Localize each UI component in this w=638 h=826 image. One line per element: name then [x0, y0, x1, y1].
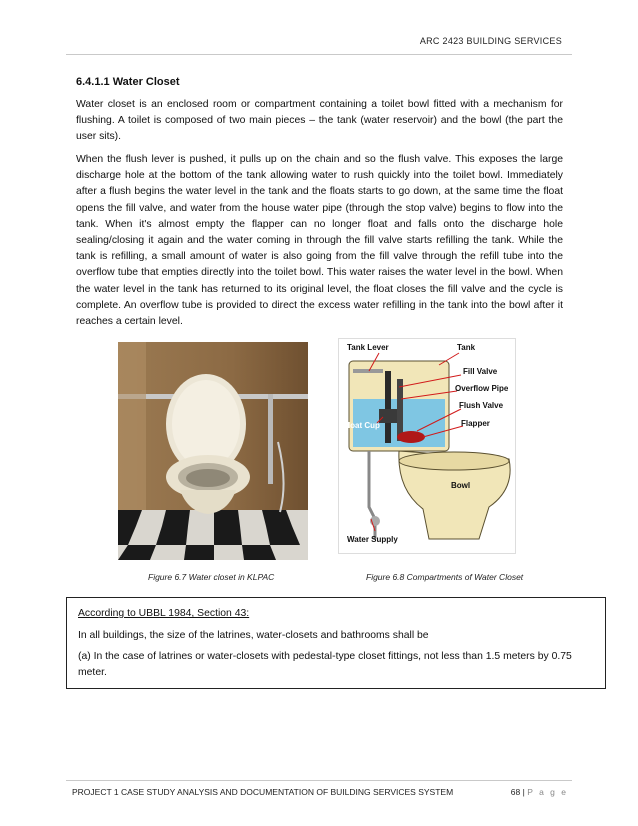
footer-project-title: PROJECT 1 CASE STUDY ANALYSIS AND DOCUMENTATION OF BUILDING SERVICES SYSTEM — [72, 787, 454, 797]
ubbl-heading: According to UBBL 1984, Section 43: — [78, 608, 250, 619]
header-rule — [66, 54, 572, 55]
paragraph-definition: Water closet is an enclosed room or compartment containing a toilet bowl fitted with a mechanism for flushing. A toilet is composed of two main pieces – the tank (water reservoir) and the bowl (the part the user sits). — [76, 99, 563, 143]
label-flush-valve: Flush Valve — [459, 401, 504, 410]
photo-water-closet — [118, 342, 308, 560]
ubbl-line-1: In all buildings, the size of the latrines, water-closets and bathrooms shall be — [78, 629, 429, 641]
footer-page-info — [511, 787, 568, 797]
label-flapper: Flapper — [461, 419, 490, 428]
ubbl-regulation-box — [66, 597, 606, 689]
footer-rule — [66, 780, 572, 781]
caption-figure-6-8: Figure 6.8 Compartments of Water Closet — [366, 572, 524, 582]
label-fill-valve: Fill Valve — [463, 367, 498, 376]
page-separator: | — [522, 787, 525, 797]
page-word: P a g e — [527, 787, 568, 797]
section-heading: 6.4.1.1 Water Closet — [76, 76, 180, 88]
diagram-toilet-compartments — [338, 338, 516, 554]
paragraph-flush-mechanism: When the flush lever is pushed, it pulls up on the chain and so the flush valve. This exposes the large discharge hole at the bottom of the tank allowing water to rush quickly into the toilet bowl. Immediately after a flush begins the water level in the tank and the floats starts to go down, at the same time the float opens the fill valve, and water from the house water pipe (through the stop valve) begins to flow into the tank. When it's almost empty the flapper can no longer float and falls onto the discharge hole sealing/closing it again and the water coming in through the fill valve starts refilling the tank. While the tank is refilling, a small amount of water is also going from the fill valve through the refill tube into the overflow tube that empties directly into the toilet bowl. This water raises the water level in the bowl. When the water level in the tank has returned to its original level, the float closes the fill valve and the cycle is complete. An overflow tube is provided to direct the excess water refilling in the tank into the bowl after it reaches a certain level. — [76, 154, 563, 328]
page-number: 68 — [510, 787, 521, 797]
toilet-photo-illustration — [118, 342, 308, 560]
label-tank: Tank — [457, 343, 476, 352]
label-bowl: Bowl — [451, 481, 471, 490]
label-float-cup: Float Cup — [343, 421, 380, 430]
header-title: ARC 2423 BUILDING SERVICES — [419, 36, 562, 46]
caption-figure-6-7: Figure 6.7 Water closet in KLPAC — [148, 572, 275, 582]
ubbl-line-2: (a) In the case of latrines or water-closets with pedestal-type closet fittings, not less than 1.5 meters by 0.75 meter. — [78, 651, 572, 678]
label-overflow-pipe: Overflow Pipe — [455, 384, 509, 393]
label-tank-lever: Tank Lever — [347, 343, 389, 352]
label-water-supply: Water Supply — [347, 535, 398, 544]
